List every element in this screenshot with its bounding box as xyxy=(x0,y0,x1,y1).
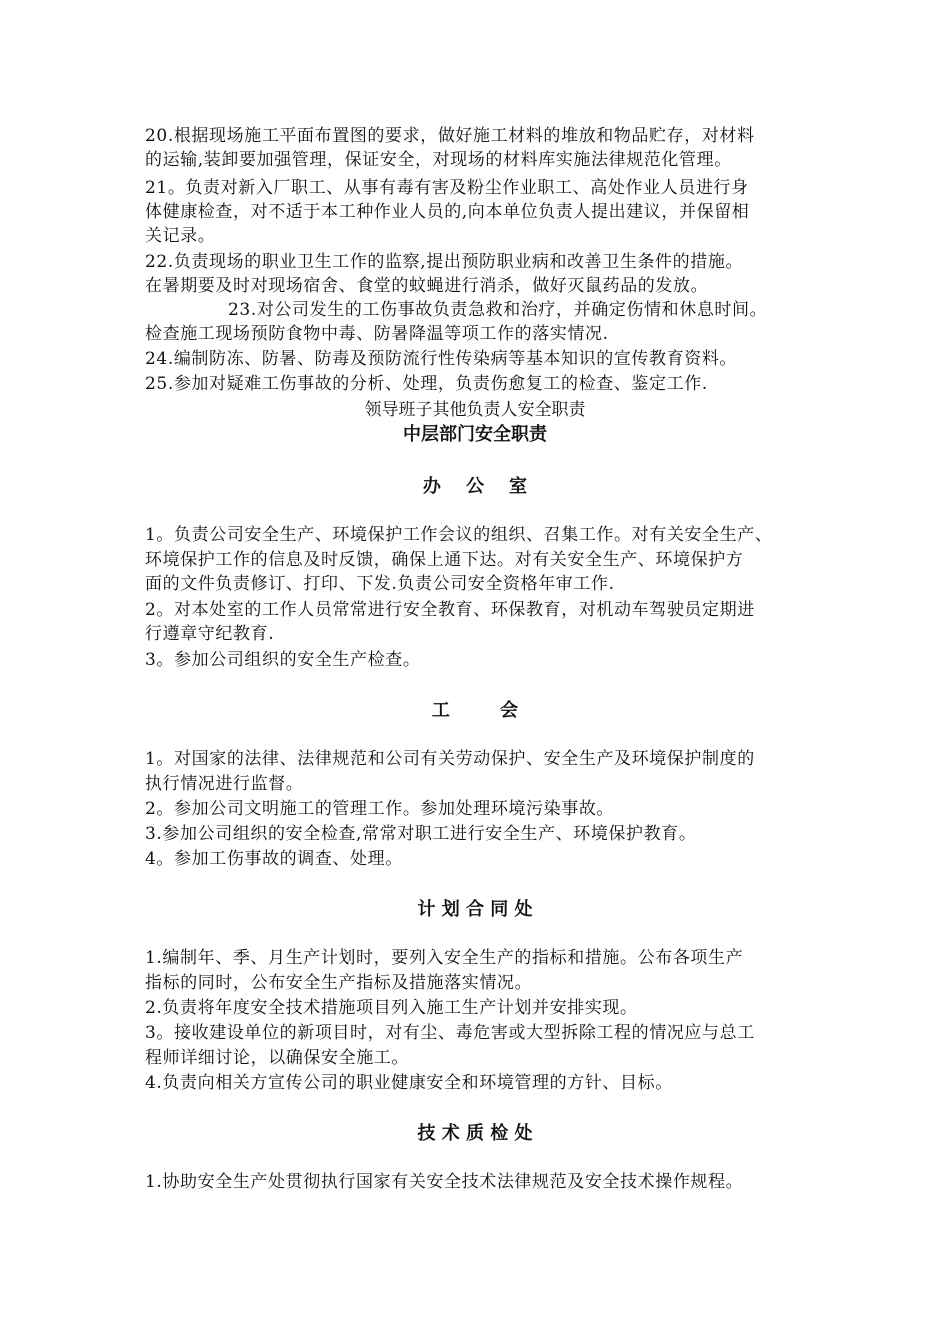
text-line: 程师详细讨论，以确保安全施工。 xyxy=(145,1048,409,1068)
text-line: 1.协助安全生产处贯彻执行国家有关安全技术法律规范及安全技术操作规程。 xyxy=(145,1172,744,1192)
text-line: 24.编制防冻、防暑、防毒及预防流行性传染病等基本知识的宣传教育资料。 xyxy=(145,349,738,369)
text-line: 23.对公司发生的工伤事故负责急救和治疗，并确定伤情和休息时间。 xyxy=(228,300,768,320)
text-line: 4。参加工伤事故的调查、处理。 xyxy=(145,849,403,869)
section-heading-planning: 计 划 合 同 处 xyxy=(417,899,533,920)
text-line: 1。对国家的法律、法律规范和公司有关劳动保护、安全生产及环境保护制度的 xyxy=(145,749,755,769)
section-caption: 领导班子其他负责人安全职责 xyxy=(364,400,586,420)
text-line: 3。参加公司组织的安全生产检查。 xyxy=(145,650,421,670)
text-line: 执行情况进行监督。 xyxy=(145,774,304,794)
text-line: 22.负责现场的职业卫生工作的监察,提出预防职业病和改善卫生条件的措施。 xyxy=(145,252,744,272)
section-heading-tech: 技 术 质 检 处 xyxy=(417,1123,533,1144)
page-title: 中层部门安全职责 xyxy=(403,424,547,445)
text-line: 21。负责对新入厂职工、从事有毒有害及粉尘作业职工、高处作业人员进行身 xyxy=(145,178,749,198)
text-line: 面的文件负责修订、打印、下发.负责公司安全资格年审工作. xyxy=(145,574,615,594)
text-line: 3.参加公司组织的安全检查,常常对职工进行安全生产、环境保护教育。 xyxy=(145,824,697,844)
text-line: 行遵章守纪教育. xyxy=(145,624,275,644)
text-line: 20.根据现场施工平面布置图的要求，做好施工材料的堆放和物品贮存，对材料 xyxy=(145,126,755,146)
text-line: 2。对本处室的工作人员常常进行安全教育、环保教育，对机动车驾驶员定期进 xyxy=(145,600,755,620)
text-line: 检查施工现场预防食物中毒、防暑降温等项工作的落实情况. xyxy=(145,324,609,344)
section-heading-office: 办 公 室 xyxy=(422,476,528,497)
text-line: 体健康检查，对不适于本工种作业人员的,向本单位负责人提出建议，并保留相 xyxy=(145,202,750,222)
text-line: 的运输,装卸要加强管理，保证安全，对现场的材料库实施法律规范化管理。 xyxy=(145,150,732,170)
text-line: 2.负责将年度安全技术措施项目列入施工生产计划并安排实现。 xyxy=(145,998,638,1018)
text-line: 在暑期要及时对现场宿舍、食堂的蚊蝇进行消杀，做好灭鼠药品的发放。 xyxy=(145,276,709,296)
text-line: 4.负责向相关方宣传公司的职业健康安全和环境管理的方针、目标。 xyxy=(145,1073,673,1093)
text-line: 环境保护工作的信息及时反馈，确保上通下达。对有关安全生产、环境保护方 xyxy=(145,550,744,570)
text-line: 指标的同时，公布安全生产指标及措施落实情况。 xyxy=(145,973,533,993)
text-line: 1。负责公司安全生产、环境保护工作会议的组织、召集工作。对有关安全生产、 xyxy=(145,525,773,545)
text-line: 关记录。 xyxy=(145,226,216,246)
text-line: 2。参加公司文明施工的管理工作。参加处理环境污染事故。 xyxy=(145,799,615,819)
text-line: 25.参加对疑难工伤事故的分析、处理，负责伤愈复工的检查、鉴定工作. xyxy=(145,374,708,394)
text-line: 3。接收建设单位的新项目时，对有尘、毒危害或大型拆除工程的情况应与总工 xyxy=(145,1023,755,1043)
text-line: 1.编制年、季、月生产计划时，要列入安全生产的指标和措施。公布各项生产 xyxy=(145,948,744,968)
section-heading-union: 工 会 xyxy=(431,700,519,721)
